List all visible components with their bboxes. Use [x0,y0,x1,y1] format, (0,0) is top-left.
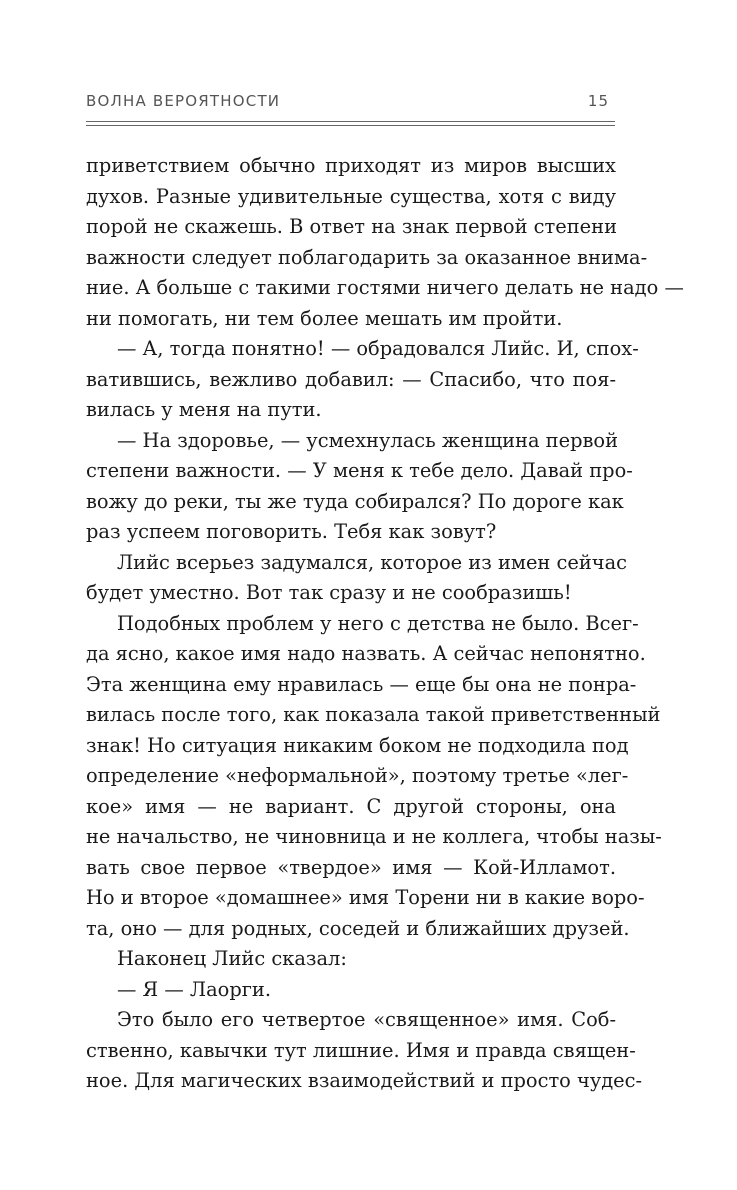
text-line: ное. Для магических взаимодействий и просто чудес- [86,1069,643,1092]
text-line: кое» имя — не вариант. С другой стороны, она [86,794,616,818]
page-number: 15 [587,92,609,110]
text-line: будет уместно. Вот так сразу и не сообразишь! [86,581,572,604]
text-line: Лийс всерьез задумался, которое из имен сейчас [117,550,628,574]
text-line: степени важности. — У меня к тебе дело. Давай про- [86,459,633,482]
body-text [86,151,684,1097]
running-title: ВОЛНА ВЕРОЯТНОСТИ [86,92,281,110]
text-line: Подобных проблем у него с детства не было. Всег- [117,611,639,635]
text-line: та, оно — для родных, соседей и ближайших друзей. [86,916,630,940]
text-line: порой не скажешь. В ответ на знак первой степени [86,215,617,238]
text-line: знак! Но ситуация никаким боком не подходила под [86,733,629,757]
text-line: ни помогать, ни тем более мешать им пройти. [86,306,563,330]
text-line: ственно, кавычки тут лишние. Имя и правда священ- [86,1038,636,1062]
text-line: ватившись, вежливо добавил: — Спасибо, что поя- [86,367,616,391]
text-line: Наконец Лийс сказал: [117,947,347,970]
text-line: Это было его четвертое «священное» имя. Соб- [117,1008,616,1031]
text-line: — Я — Лаорги. [117,977,272,1001]
text-line: да ясно, какое имя надо назвать. А сейчас непонятно. [86,642,646,665]
text-line: вать свое первое «твердое» имя — Кой-Илламот. [86,855,616,879]
header-rule-top [86,121,615,122]
text-line: раз успеем поговорить. Тебя как зовут? [86,520,497,543]
text-line: духов. Разные удивительные существа, хотя с виду [86,184,616,208]
text-line: важности следует поблагодарить за оказанное внима- [86,245,648,269]
header-rule-bottom [86,125,615,126]
text-line: вожу до реки, ты же туда собирался? По дороге как [86,489,624,513]
text-line: вилась у меня на пути. [86,398,322,421]
text-line: не начальство, не чиновница и не коллега, чтобы назы- [86,825,662,848]
text-line: Эта женщина ему нравилась — еще бы она не понра- [86,672,637,696]
page-header [86,92,615,118]
text-line: Но и второе «домашнее» имя Торени ни в какие воро- [86,886,645,909]
text-line: — А, тогда понятно! — обрадовался Лийс. И, спох- [117,337,639,360]
text-line: вилась после того, как показала такой приветственный [86,703,661,726]
text-line: ние. А больше с такими гостями ничего делать не надо — [86,276,684,299]
text-line: — На здоровье, — усмехнулась женщина первой [117,428,619,452]
text-line: определение «неформальной», поэтому третье «лег- [86,764,629,787]
text-line: приветствием обычно приходят из миров высших [86,154,616,177]
